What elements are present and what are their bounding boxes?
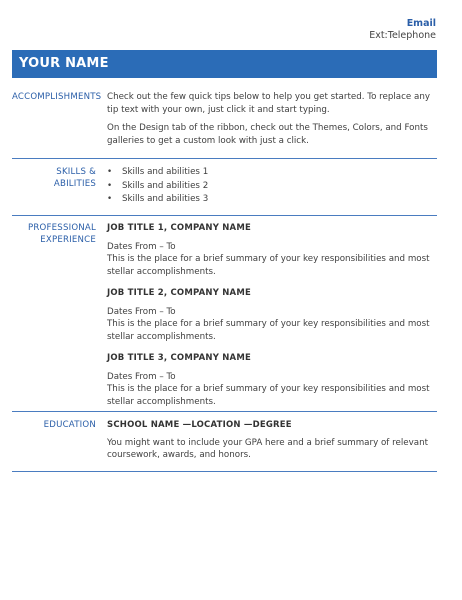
section-divider — [12, 215, 437, 216]
education-summary[interactable]: You might want to include your GPA here and a brief summary of relevant coursework, awards, and honors. — [107, 437, 428, 460]
contact-block — [369, 18, 436, 42]
education-content — [107, 419, 437, 462]
skill-text: Skills and abilities 2 — [122, 180, 209, 191]
section-education — [12, 419, 437, 465]
accomplishments-content — [107, 91, 437, 147]
section-divider — [12, 158, 437, 159]
section-label-line: PROFESSIONAL — [28, 223, 96, 233]
list-item[interactable] — [107, 180, 437, 194]
job-title[interactable]: JOB TITLE 3, COMPANY NAME — [107, 353, 252, 363]
skills-list — [107, 166, 437, 207]
telephone-text[interactable]: Ext:Telephone — [369, 30, 436, 41]
school-line[interactable]: SCHOOL NAME —LOCATION —DEGREE — [107, 420, 292, 430]
job-dates[interactable]: Dates From – To — [107, 241, 176, 252]
skill-text: Skills and abilities 1 — [122, 167, 209, 177]
list-item[interactable] — [107, 166, 437, 180]
job-entry — [107, 352, 437, 408]
section-label-experience[interactable] — [12, 222, 96, 246]
list-item[interactable] — [107, 193, 437, 207]
section-skills — [12, 166, 437, 208]
job-entry — [107, 222, 437, 278]
bullet-icon: • — [107, 180, 113, 191]
section-divider — [12, 471, 437, 472]
bullet-icon: • — [107, 194, 113, 204]
job-summary[interactable]: This is the place for a brief summary of your key responsibilities and most stellar accomplishments. — [107, 384, 430, 407]
job-entry — [107, 287, 437, 343]
section-accomplishments — [12, 91, 437, 153]
section-experience — [12, 222, 437, 407]
section-label-accomplishments[interactable]: ACCOMPLISHMENTS — [12, 92, 102, 102]
job-summary[interactable]: This is the place for a brief summary of your key responsibilities and most stellar accomplishments. — [107, 254, 430, 277]
experience-content — [107, 222, 437, 408]
job-dates[interactable]: Dates From – To — [107, 306, 176, 317]
job-dates[interactable]: Dates From – To — [107, 371, 176, 382]
section-label-education[interactable]: EDUCATION — [43, 420, 96, 430]
accomplishments-paragraph-1[interactable]: Check out the few quick tips below to help you get started. To replace any tip text with your own, just click it and start typing. — [107, 92, 430, 115]
skill-text: Skills and abilities 3 — [122, 194, 209, 204]
section-divider — [12, 411, 437, 412]
name-banner — [12, 50, 437, 78]
skills-content — [107, 166, 437, 207]
bullet-icon: • — [107, 167, 113, 177]
job-title[interactable]: JOB TITLE 2, COMPANY NAME — [107, 288, 252, 298]
accomplishments-paragraph-2[interactable]: On the Design tab of the ribbon, check out the Themes, Colors, and Fonts galleries to get a custom look with just a click. — [107, 123, 428, 146]
job-title[interactable]: JOB TITLE 1, COMPANY NAME — [107, 223, 252, 233]
section-label-skills[interactable]: SKILLS & ABILITIES — [53, 167, 96, 189]
section-label-line: EXPERIENCE — [40, 235, 96, 245]
email-text[interactable]: Email — [406, 18, 436, 29]
job-summary[interactable]: This is the place for a brief summary of your key responsibilities and most stellar accomplishments. — [107, 319, 430, 342]
name-text[interactable]: YOUR NAME — [19, 56, 109, 71]
